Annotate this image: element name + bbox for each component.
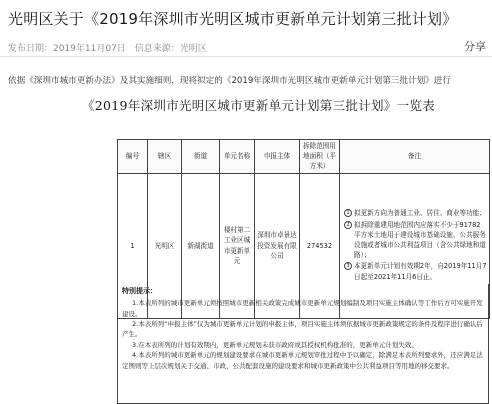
table-header-row: [118, 140, 490, 174]
cell-applicant: 深圳市卓景达投资发展有限公司: [255, 173, 300, 318]
tip-item: 3.在本表所列的计划有效期内，更新单元规划未获市政府或其授权机构批准的，更新单元计划失效。: [132, 340, 418, 349]
share-button[interactable]: 分享: [464, 40, 486, 53]
header-notes: 备注: [340, 140, 490, 174]
special-tips: [117, 284, 489, 404]
note-text: 拟拆除重建用地范围内应落实不少于91782平方米土地用于建设城市基础设施、公共服务设施或者城市公共利益项目（含公共绿地和道路）；: [354, 220, 486, 260]
note-text: 本更新单元计划有效期2年，自2019年11月7日起至2021年11月6日止。: [354, 262, 487, 281]
info-source: 信息来源：光明区: [134, 44, 207, 54]
header-applicant: 申报主体: [255, 140, 300, 174]
circled-number-1: 1: [344, 209, 352, 217]
tip-item: 2.本表所列“申报主体”仅为城市更新单元计划的申报主体，项目实施主体须依据城市更新政策规定的条件及程序进行确认后产生。: [122, 319, 483, 339]
note-item: [344, 220, 487, 261]
note-text: 拟更新方向为普通工业、居住、商业等功能；: [354, 209, 486, 218]
header-street: 街道: [182, 140, 220, 174]
circled-number-2: 2: [344, 221, 352, 229]
tips-heading: 特别提示：: [122, 287, 157, 295]
tip-item: 4.本表所列的城市更新单元的规划建设要求在城市更新单元规划审批过程中予以确定，除满足本表所列要求外，还应满足法定图则等上层次规划关于交通、市政、公共配套设施的建设要求和城市更新政策中公共利益项目等用地的移交要求。: [122, 351, 483, 370]
article-title: 光明区关于《2019年深圳市光明区城市更新单元计划第三批计划》: [8, 10, 458, 28]
intro-paragraph: 依据《深圳市城市更新办法》及其实施细则，现将拟定的《2019年深圳市光明区城市更新单元计划第三批计划》进行: [8, 76, 451, 86]
header-district: 辖区: [148, 140, 182, 174]
note-item: [344, 208, 487, 218]
tip-item: 1.本表所列的城市更新单元须按照城市更新相关政策完成城市更新单元规划编制及项目实施主体确认等工作后方可实施开发建设。: [122, 299, 483, 318]
cell-district: 光明区: [148, 173, 182, 318]
cell-no: 1: [118, 173, 148, 318]
header-divider: [0, 56, 492, 57]
sheet-title: 《2019年深圳市光明区城市更新单元计划第三批计划》一览表: [82, 98, 436, 113]
header-no: 编号: [118, 140, 148, 174]
header-area: 拆除范围用地面积（平方米）: [300, 140, 340, 174]
cell-unit-name: 楼村第二工业区城市更新单元: [220, 173, 255, 318]
circled-number-3: 3: [344, 262, 352, 270]
header-unit-name: 单元名称: [220, 140, 255, 174]
article-meta: [8, 41, 213, 54]
cell-street: 新湖街道: [182, 173, 220, 318]
publish-date: 发布日期：2019年11月07日: [8, 44, 126, 54]
note-item: [344, 261, 487, 281]
cell-area: 274532: [300, 173, 340, 318]
